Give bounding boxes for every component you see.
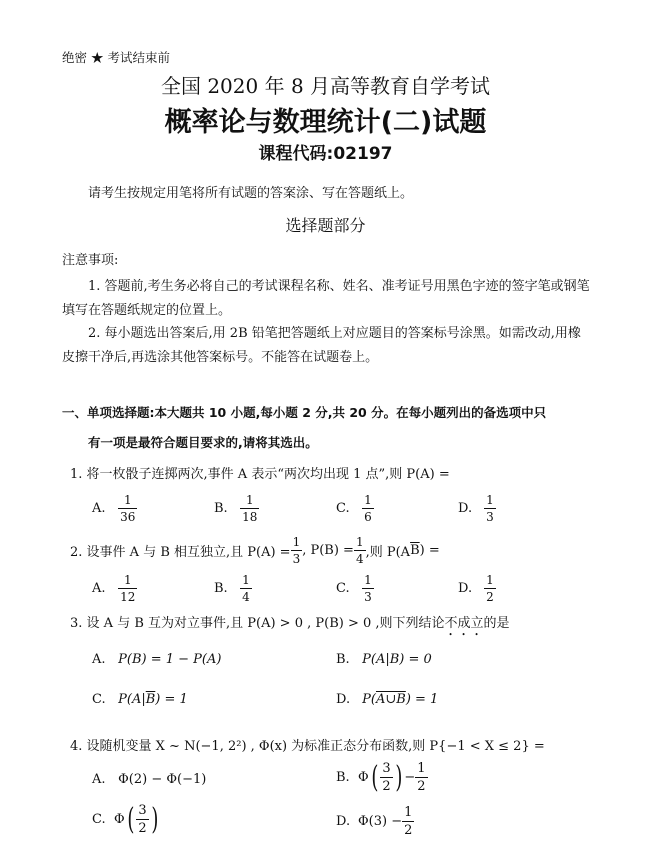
fraction xyxy=(118,494,137,523)
q2-stem-overlined: $\overline{B}$ xyxy=(410,543,420,558)
option-label: C. xyxy=(92,692,106,707)
fraction xyxy=(240,494,259,523)
part-title: 选择题部分 xyxy=(285,216,366,235)
q4-stem: 4. 设随机变量 X ~ N(−1, 2²) , Φ(x) 为标准正态分布函数,则 P{−1 < X ≤ 2} = xyxy=(70,739,545,754)
notes-heading: 注意事项: xyxy=(62,253,119,268)
exam-line: 全国 2020 年 8 月高等教育自学考试 xyxy=(160,74,491,98)
note-2-line-2: 皮擦干净后,再选涂其他答案标号。不能答在试题卷上。 xyxy=(62,350,379,365)
q1-option-c xyxy=(336,494,374,523)
q4-option-a xyxy=(92,772,206,787)
denominator: 3 xyxy=(364,590,372,604)
q4-option-c xyxy=(92,801,160,837)
numerator: 1 xyxy=(242,573,250,587)
note-1-line-1: 1. 答题前,考生务必将自己的考试课程名称、姓名、准考证号用黑色字迹的签字笔或钢笔 xyxy=(88,279,590,294)
big-parenthesis xyxy=(125,801,161,837)
fraction xyxy=(136,804,148,835)
q2-option-c xyxy=(336,574,374,603)
course-code-value: 02197 xyxy=(333,144,393,164)
subject-title: 概率论与数理统计(二)试题 xyxy=(164,107,487,138)
minus-sign: − xyxy=(404,770,416,785)
q1-option-d xyxy=(458,494,496,523)
q3-option-b xyxy=(336,652,432,667)
q4-option-d xyxy=(336,806,414,837)
q3-option-d xyxy=(336,692,438,707)
numerator: 1 xyxy=(417,761,426,776)
q2-stem-part-d: ) = xyxy=(419,543,440,558)
denominator: 2 xyxy=(382,779,391,794)
denominator: 2 xyxy=(417,779,426,794)
phi-symbol: Φ xyxy=(114,812,125,827)
option-label: B. xyxy=(336,652,350,667)
denominator: 36 xyxy=(120,510,136,524)
option-label: D. xyxy=(336,814,351,829)
denominator: 12 xyxy=(120,590,136,604)
fraction xyxy=(484,494,496,523)
fraction-pa xyxy=(291,536,303,565)
fraction xyxy=(380,762,392,793)
q2-option-b xyxy=(214,574,252,603)
denominator: 2 xyxy=(404,823,413,838)
fraction xyxy=(402,806,414,837)
note-1-line-2: 填写在答题纸规定的位置上。 xyxy=(62,303,232,318)
option-label: B. xyxy=(214,581,228,596)
q4-option-b xyxy=(336,759,428,795)
option-label: D. xyxy=(336,692,351,707)
fraction xyxy=(362,494,374,523)
q3-option-a xyxy=(92,652,221,667)
right-paren: ) xyxy=(395,759,403,795)
option-text: Φ(2) − Φ(−1) xyxy=(118,772,207,787)
denominator: 3 xyxy=(292,552,301,566)
fraction-pb xyxy=(354,536,366,565)
q2-option-a xyxy=(92,574,137,603)
numerator: 1 xyxy=(486,493,494,507)
q1-option-a xyxy=(92,494,137,523)
secret-label: 绝密 ★ 考试结束前 xyxy=(62,50,170,65)
option-label: C. xyxy=(336,581,350,596)
numerator: 1 xyxy=(123,493,132,507)
phi-symbol: Φ xyxy=(358,770,369,785)
note-2-line-1: 2. 每小题选出答案后,用 2B 铅笔把答题纸上对应题目的答案标号涂黑。如需改动,用橡 xyxy=(88,326,581,341)
big-parenthesis xyxy=(369,759,405,795)
q1-stem: 1. 将一枚骰子连掷两次,事件 A 表示“两次均出现 1 点”,则 P(A) = xyxy=(70,467,450,482)
numerator: 1 xyxy=(245,493,254,507)
q3-stem-part-b: 的是 xyxy=(483,616,510,631)
q2-stem xyxy=(70,536,440,565)
numerator: 1 xyxy=(123,573,132,587)
option-text-overlined: $\overline{B}$ xyxy=(145,692,156,707)
section1-line1: 一、单项选择题:本大题共 10 小题,每小题 2 分,共 20 分。在每小题列出的备选项中只 xyxy=(62,405,547,420)
option-text: Φ(3) − xyxy=(358,814,403,829)
option-text-pre: P(A| xyxy=(118,692,146,707)
course-code xyxy=(0,139,651,164)
q1-option-b xyxy=(214,494,259,523)
fraction xyxy=(118,574,137,603)
q2-option-d xyxy=(458,574,496,603)
denominator: 3 xyxy=(486,510,494,524)
numerator: 1 xyxy=(355,535,364,549)
option-label: D. xyxy=(458,501,473,516)
q3-option-c xyxy=(92,692,188,707)
option-text-post: ) = 1 xyxy=(155,692,188,707)
section1-line2: 有一项是最符合题目要求的,请将其选出。 xyxy=(88,435,318,450)
q2-stem-part-b: , P(B) = xyxy=(302,543,354,558)
q2-stem-part-c: ,则 P(A xyxy=(365,545,411,560)
numerator: 1 xyxy=(364,493,372,507)
option-label: A. xyxy=(92,772,106,787)
numerator: 3 xyxy=(382,761,391,776)
denominator: 2 xyxy=(138,821,147,836)
left-paren: ( xyxy=(371,759,379,795)
option-label: C. xyxy=(92,812,106,827)
fraction xyxy=(484,574,496,603)
fraction xyxy=(415,762,427,793)
option-label: A. xyxy=(92,501,106,516)
instruction: 请考生按规定用笔将所有试题的答案涂、写在答题纸上。 xyxy=(88,186,414,201)
q3-stem-part-a: 3. 设 A 与 B 互为对立事件,且 P(A) > 0 , P(B) > 0 ,则下列结论 xyxy=(70,616,445,631)
denominator: 6 xyxy=(364,510,372,524)
option-label: D. xyxy=(458,581,473,596)
option-text-overlined: A∪B xyxy=(375,692,406,707)
denominator: 2 xyxy=(486,590,494,604)
denominator: 4 xyxy=(242,590,250,604)
option-text: P(A|B) = 0 xyxy=(362,652,432,667)
numerator: 3 xyxy=(138,803,147,818)
q3-stem-emphasis: 不成立 xyxy=(444,616,484,631)
right-paren: ) xyxy=(151,801,159,837)
option-label: B. xyxy=(214,501,228,516)
option-label: A. xyxy=(92,581,106,596)
course-code-label: 课程代码: xyxy=(258,144,334,164)
numerator: 1 xyxy=(292,535,301,549)
left-paren: ( xyxy=(127,801,135,837)
numerator: 1 xyxy=(364,573,372,587)
numerator: 1 xyxy=(486,573,494,587)
option-label: B. xyxy=(336,770,350,785)
denominator: 18 xyxy=(242,510,258,524)
q3-stem xyxy=(70,612,510,639)
option-text-post: ) = 1 xyxy=(405,692,439,707)
numerator: 1 xyxy=(404,805,413,820)
option-label: A. xyxy=(92,652,106,667)
fraction xyxy=(240,574,252,603)
q2-stem-part-a: 2. 设事件 A 与 B 相互独立,且 P(A) = xyxy=(70,545,291,560)
denominator: 4 xyxy=(355,552,364,566)
option-text-pre: P( xyxy=(362,692,376,707)
fraction xyxy=(362,574,374,603)
option-label: C. xyxy=(336,501,350,516)
option-text: P(B) = 1 − P(A) xyxy=(118,652,222,667)
